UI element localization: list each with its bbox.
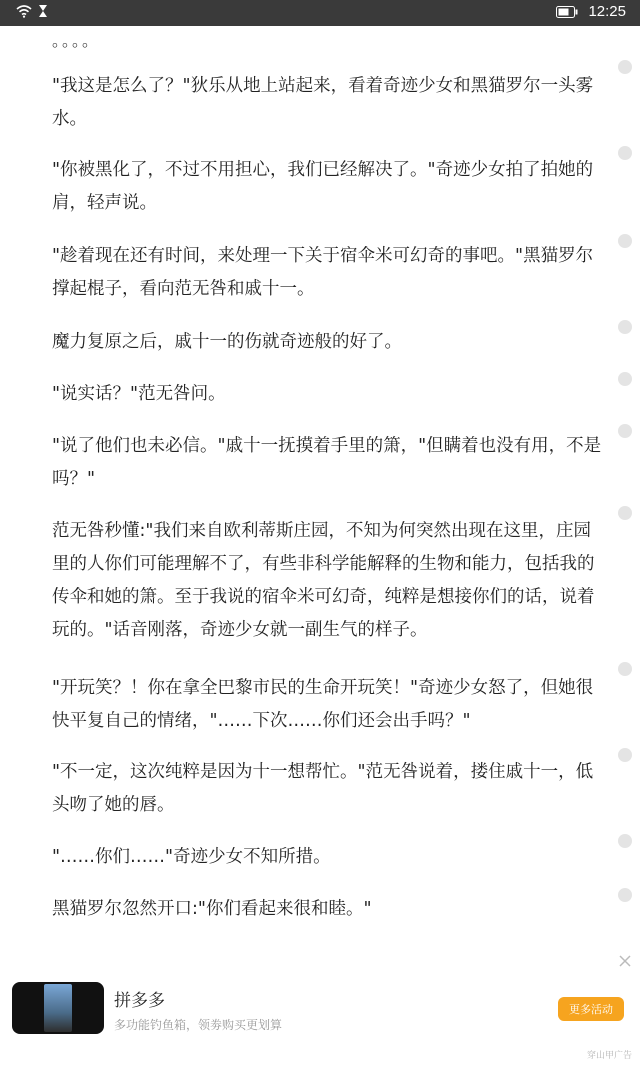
ad-thumbnail[interactable]	[12, 982, 104, 1034]
ad-description: 多功能钓鱼箱，领劵购买更划算	[114, 1018, 283, 1032]
paragraph: "趁着现在还有时间，来处理一下关于宿伞米可幻奇的事吧。"黑猫罗尔撑起棍子，看向范无咎和戚十一。	[52, 246, 594, 299]
scroll-dot	[618, 234, 632, 248]
battery-icon	[556, 6, 578, 18]
scroll-dot	[618, 60, 632, 74]
scroll-indicator[interactable]	[616, 26, 640, 946]
scroll-dot	[618, 662, 632, 676]
wifi-icon	[16, 4, 32, 18]
ad-more-activities-button[interactable]: 更多活动	[558, 997, 624, 1021]
status-time: 12:25	[588, 3, 626, 20]
ad-product-image	[44, 984, 72, 1032]
paragraph: "开玩笑？！你在拿全巴黎市民的生命开玩笑！"奇迹少女怒了，但她很快平复自己的情绪，"……下次……你们还会出手吗？"	[52, 678, 594, 731]
ad-title[interactable]: 拼多多	[114, 991, 165, 1011]
paragraph: 魔力复原之后，戚十一的伤就奇迹般的好了。	[52, 332, 402, 352]
paragraph: "说实话？"范无咎问。	[52, 384, 226, 404]
reader-content[interactable]	[0, 26, 640, 946]
hourglass-icon	[38, 4, 48, 18]
scroll-dot	[618, 506, 632, 520]
paragraph: "说了他们也未必信。"戚十一抚摸着手里的箫，"但瞒着也没有用，不是吗？"	[52, 436, 602, 489]
scroll-dot	[618, 834, 632, 848]
scroll-dot	[618, 320, 632, 334]
scroll-dot	[618, 888, 632, 902]
ad-banner[interactable]	[0, 946, 640, 1067]
paragraph: 黑猫罗尔忽然开口:"你们看起来很和睦。"	[52, 899, 372, 919]
close-icon[interactable]	[618, 954, 632, 968]
status-right	[556, 3, 626, 20]
scroll-dot	[618, 146, 632, 160]
paragraph: "我这是怎么了？"狄乐从地上站起来，看着奇迹少女和黑猫罗尔一头雾水。	[52, 76, 594, 129]
ad-source-label: 穿山甲广告	[586, 1051, 632, 1061]
paragraph: "……你们……"奇迹少女不知所措。	[52, 847, 331, 867]
paragraph: "你被黑化了，不过不用担心，我们已经解决了。"奇迹少女拍了拍她的肩，轻声说。	[52, 160, 594, 213]
scroll-dot	[618, 748, 632, 762]
ellipsis-text: 。。。。	[52, 31, 101, 50]
status-bar	[0, 0, 640, 26]
scroll-dot	[618, 424, 632, 438]
paragraph: 范无咎秒懂:"我们来自欧利蒂斯庄园，不知为何突然出现在这里，庄园里的人你们可能理解不了，有些非科学能解释的生物和能力，包括我的传伞和她的箫。至于我说的宿伞米可幻奇，纯粹是想接你们的话，说着玩的。"话音刚落，奇迹少女就一副生气的样子。	[52, 521, 595, 640]
paragraph: "不一定，这次纯粹是因为十一想帮忙。"范无咎说着，搂住戚十一，低头吻了她的唇。	[52, 762, 594, 815]
status-left	[16, 4, 48, 18]
scroll-dot	[618, 372, 632, 386]
